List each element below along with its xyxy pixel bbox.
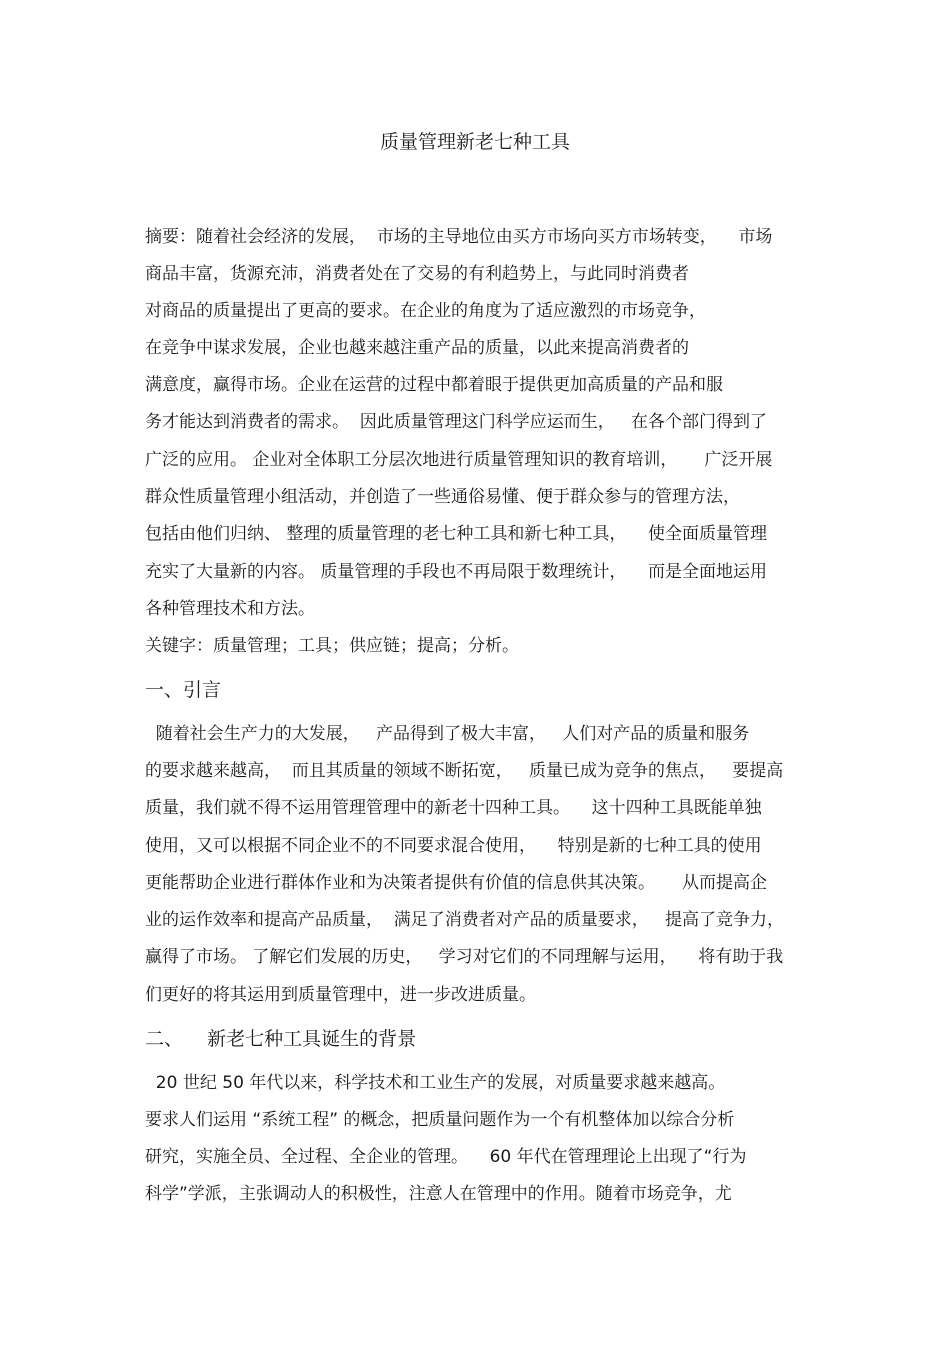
paragraph-line: 质量，我们就不得不运用管理管理中的新老十四种工具。 这十四种工具既能单独 xyxy=(145,798,762,818)
abstract-line: 商品丰富，货源充沛，消费者处在了交易的有利趋势上，与此同时消费者 xyxy=(145,264,689,284)
paragraph-line: 赢得了市场。 了解它们发展的历史， 学习对它们的不同理解与运用， 将有助于我 xyxy=(145,947,784,967)
paragraph-line: 更能帮助企业进行群体作业和为决策者提供有价值的信息供其决策。 从而提高企 xyxy=(145,873,768,893)
abstract-line: 务才能达到消费者的需求。 因此质量管理这门科学应运而生， 在各个部门得到了 xyxy=(145,412,768,432)
paragraph-line: 随着社会生产力的大发展， 产品得到了极大丰富， 人们对产品的质量和服务 xyxy=(145,724,750,744)
abstract-line: 充实了大量新的内容。 质量管理的手段也不再局限于数理统计， 而是全面地运用 xyxy=(145,562,768,582)
abstract-line: 各种管理技术和方法。 xyxy=(145,599,315,619)
abstract-line: 包括由他们归纳、 整理的质量管理的老七种工具和新七种工具， 使全面质量管理 xyxy=(145,524,768,544)
keywords: 关键字：质量管理；工具；供应链；提高；分析。 xyxy=(145,636,519,656)
paragraph-line: 使用，又可以根据不同企业不的不同要求混合使用， 特别是新的七种工具的使用 xyxy=(145,836,762,856)
section-heading-background: 二、 新老七种工具诞生的背景 xyxy=(145,1028,417,1050)
paragraph-line: 研究，实施全员、全过程、全企业的管理。 60 年代在管理理论上出现了“行为 xyxy=(145,1147,747,1167)
paragraph-line: 要求人们运用 “系统工程” 的概念，把质量问题作为一个有机整体加以综合分析 xyxy=(145,1110,735,1130)
abstract-line: 群众性质量管理小组活动，并创造了一些通俗易懂、便于群众参与的管理方法， xyxy=(145,487,740,507)
abstract-line: 满意度，赢得市场。企业在运营的过程中都着眼于提供更加高质量的产品和服 xyxy=(145,375,723,395)
abstract-line: 摘要：随着社会经济的发展， 市场的主导地位由买方市场向买方市场转变， 市场 xyxy=(145,227,773,247)
paragraph-line: 业的运作效率和提高产品质量， 满足了消费者对产品的质量要求， 提高了竞争力， xyxy=(145,910,785,930)
document-title: 质量管理新老七种工具 xyxy=(379,131,570,153)
abstract-line: 对商品的质量提出了更高的要求。在企业的角度为了适应激烈的市场竞争， xyxy=(145,301,706,321)
abstract-line: 在竞争中谋求发展，企业也越来越注重产品的质量，以此来提高消费者的 xyxy=(145,338,689,358)
paragraph-line: 科学”学派，主张调动人的积极性，注意人在管理中的作用。随着市场竞争，尤 xyxy=(145,1184,732,1204)
paragraph-line: 的要求越来越高， 而且其质量的领域不断拓宽， 质量已成为竞争的焦点， 要提高 xyxy=(145,761,784,781)
section-heading-intro: 一、引言 xyxy=(145,679,222,701)
paragraph-line: 们更好的将其运用到质量管理中，进一步改进质量。 xyxy=(145,985,536,1005)
abstract-line: 广泛的应用。 企业对全体职工分层次地进行质量管理知识的教育培训， 广泛开展 xyxy=(145,450,773,470)
paragraph-line: 20 世纪 50 年代以来，科学技术和工业生产的发展，对质量要求越来越高。 xyxy=(145,1073,726,1093)
